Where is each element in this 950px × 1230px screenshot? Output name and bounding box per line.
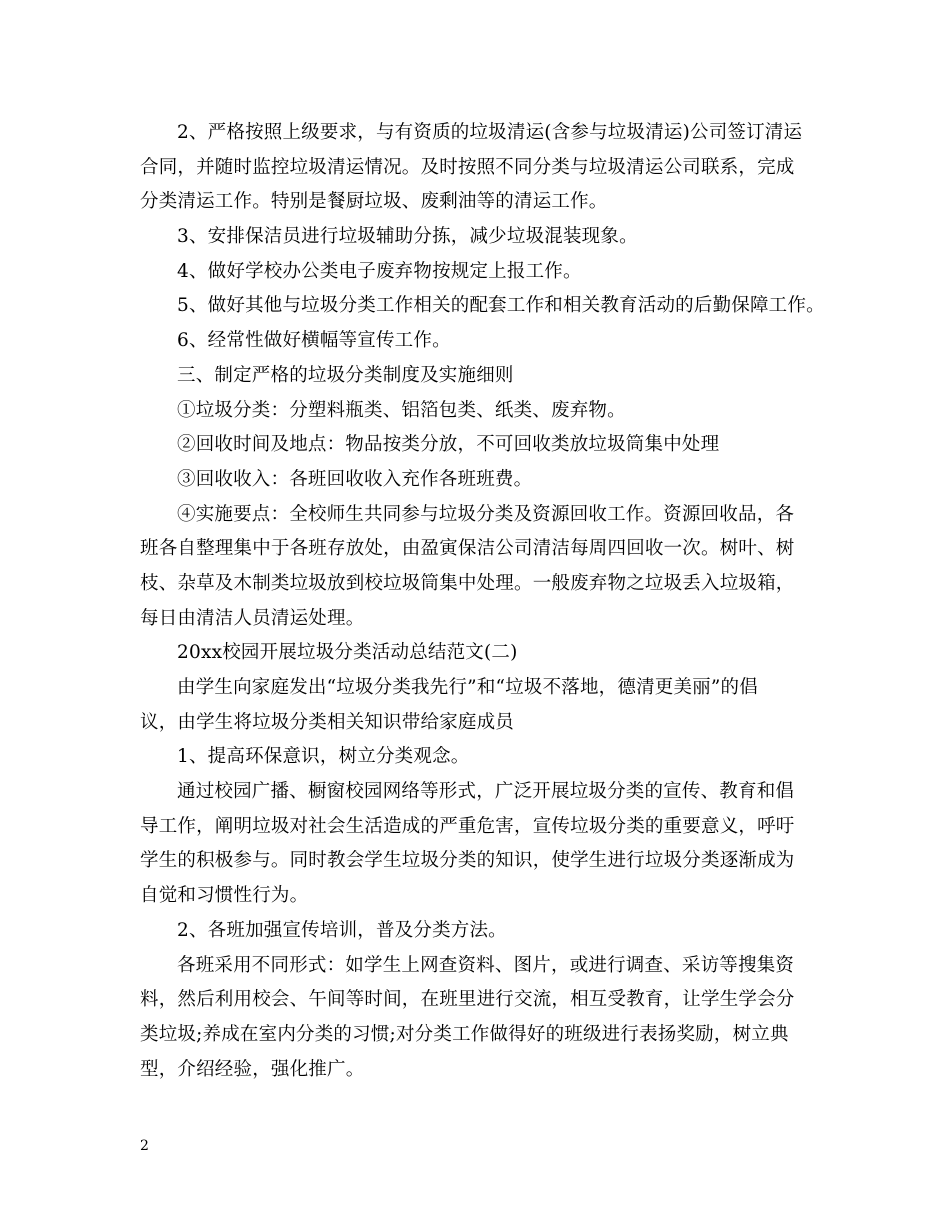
paragraph-line: 3、安排保洁员进行垃圾辅助分拣，减少垃圾混装现象。 (177, 226, 638, 248)
paragraph-line: 分类清运工作。特别是餐厨垃圾、废剩油等的清运工作。 (140, 191, 608, 213)
paragraph-line: 6、经常性做好横幅等宣传工作。 (177, 330, 451, 352)
paragraph-line: 每日由清洁人员清运处理。 (140, 607, 365, 629)
page-number: 2 (140, 1138, 149, 1154)
paragraph-line: 自觉和习惯性行为。 (140, 885, 309, 907)
document-body (140, 116, 825, 1087)
paragraph-line: 各班采用不同形式：如学生上网查资料、图片，或进行调查、采访等搜集资 (177, 954, 795, 976)
paragraph-line: ①垃圾分类：分塑料瓶类、铝箔包类、纸类、废弃物。 (177, 399, 626, 421)
paragraph-line: 通过校园广播、橱窗校园网络等形式，广泛开展垃圾分类的宣传、教育和倡 (177, 781, 795, 803)
paragraph-line: ②回收时间及地点：物品按类分放，不可回收类放垃圾筒集中处理 (177, 434, 720, 456)
paragraph-line: 5、做好其他与垃圾分类工作相关的配套工作和相关教育活动的后勤保障工作。 (177, 295, 825, 317)
paragraph-line: 2、严格按照上级要求，与有资质的垃圾清运(含参与垃圾清运)公司签订清运 (177, 122, 803, 143)
paragraph-line: 4、做好学校办公类电子废弃物按规定上报工作。 (177, 260, 582, 282)
paragraph-line: 类垃圾;养成在室内分类的习惯;对分类工作做得好的班级进行表扬奖励，树立典 (140, 1023, 789, 1045)
paragraph-line: 料，然后利用校会、午间等时间，在班里进行交流，相互受教育，让学生学会分 (140, 989, 795, 1011)
paragraph-line: 议，由学生将垃圾分类相关知识带给家庭成员 (140, 711, 515, 733)
paragraph-line: 枝、杂草及木制类垃圾放到校垃圾筒集中处理。一般废弃物之垃圾丢入垃圾箱， (140, 572, 795, 594)
paragraph-line: 1、提高环保意识，树立分类观念。 (177, 746, 470, 768)
paragraph-line: 型，介绍经验，强化推广。 (140, 1058, 365, 1080)
paragraph-line: 班各自整理集中于各班存放处，由盈寅保洁公司清洁每周四回收一次。树叶、树 (140, 538, 795, 560)
paragraph-line: ④实施要点：全校师生共同参与垃圾分类及资源回收工作。资源回收品，各 (177, 503, 795, 525)
paragraph-line: ③回收收入：各班回收收入充作各班班费。 (177, 468, 533, 490)
paragraph-line: 合同，并随时监控垃圾清运情况。及时按照不同分类与垃圾清运公司联系，完成 (140, 156, 795, 178)
paragraph-line: 导工作，阐明垃圾对社会生活造成的严重危害，宣传垃圾分类的重要意义，呼吁 (140, 815, 795, 837)
article-title: 20xx校园开展垃圾分类活动总结范文(二) (177, 642, 518, 664)
paragraph-line: 由学生向家庭发出“垃圾分类我先行”和“垃圾不落地，德清更美丽”的倡 (177, 677, 758, 698)
paragraph-line: 学生的积极参与。同时教会学生垃圾分类的知识，使学生进行垃圾分类逐渐成为 (140, 850, 795, 872)
section-heading: 三、制定严格的垃圾分类制度及实施细则 (177, 364, 514, 386)
paragraph-line: 2、各班加强宣传培训，普及分类方法。 (177, 919, 507, 941)
